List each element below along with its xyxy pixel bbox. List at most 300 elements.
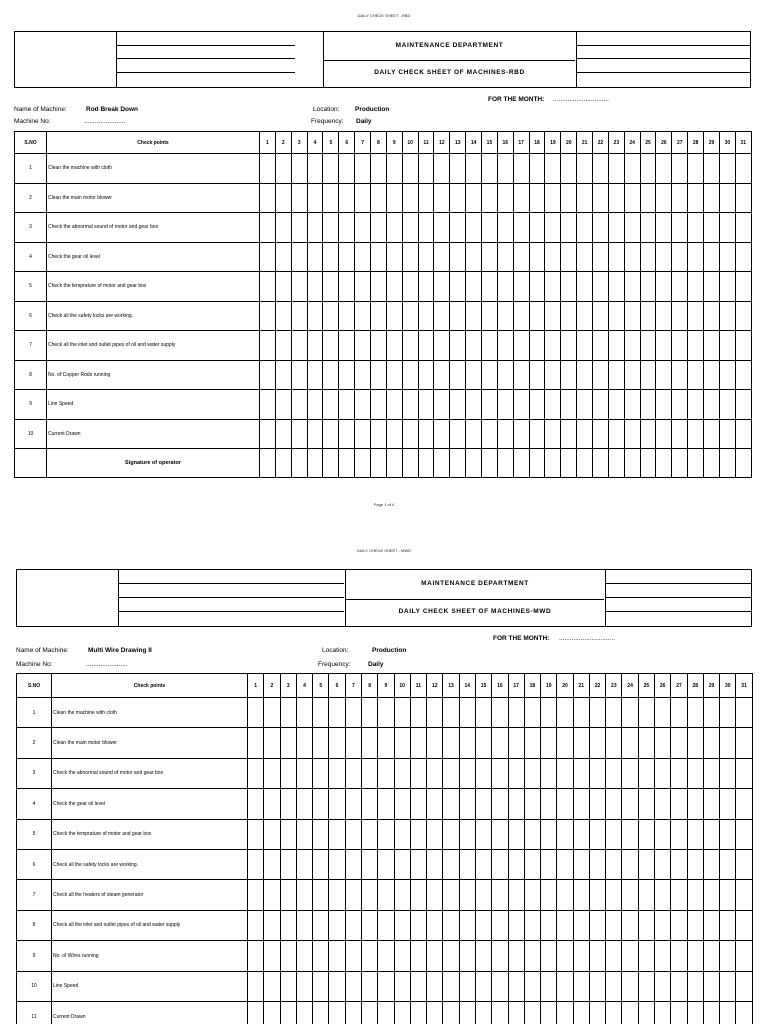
day-cell[interactable]	[719, 419, 735, 449]
day-cell[interactable]	[640, 390, 656, 420]
day-cell[interactable]	[450, 213, 466, 243]
day-cell[interactable]	[345, 910, 361, 940]
day-cell[interactable]	[355, 419, 371, 449]
day-cell[interactable]	[280, 789, 296, 819]
day-cell[interactable]	[545, 390, 561, 420]
day-cell[interactable]	[513, 390, 529, 420]
day-cell[interactable]	[608, 419, 624, 449]
day-cell[interactable]	[386, 272, 402, 302]
day-cell[interactable]	[704, 154, 720, 184]
day-cell[interactable]	[418, 183, 434, 213]
day-cell[interactable]	[410, 971, 426, 1001]
day-cell[interactable]	[638, 880, 654, 910]
day-cell[interactable]	[361, 698, 377, 728]
day-cell[interactable]	[482, 390, 498, 420]
day-cell[interactable]	[573, 941, 589, 971]
day-cell[interactable]	[513, 301, 529, 331]
day-cell[interactable]	[291, 242, 307, 272]
signature-cell[interactable]	[561, 449, 577, 478]
day-cell[interactable]	[524, 880, 540, 910]
day-cell[interactable]	[687, 971, 703, 1001]
day-cell[interactable]	[593, 390, 609, 420]
day-cell[interactable]	[355, 154, 371, 184]
day-cell[interactable]	[656, 419, 672, 449]
day-cell[interactable]	[361, 941, 377, 971]
day-cell[interactable]	[638, 819, 654, 849]
day-cell[interactable]	[719, 301, 735, 331]
day-cell[interactable]	[687, 941, 703, 971]
day-cell[interactable]	[497, 419, 513, 449]
day-cell[interactable]	[736, 880, 752, 910]
day-cell[interactable]	[638, 728, 654, 758]
day-cell[interactable]	[418, 213, 434, 243]
day-cell[interactable]	[508, 880, 524, 910]
day-cell[interactable]	[703, 910, 719, 940]
day-cell[interactable]	[260, 272, 276, 302]
day-cell[interactable]	[736, 728, 752, 758]
day-cell[interactable]	[508, 849, 524, 879]
day-cell[interactable]	[557, 698, 573, 728]
day-cell[interactable]	[589, 971, 605, 1001]
day-cell[interactable]	[545, 360, 561, 390]
day-cell[interactable]	[482, 360, 498, 390]
day-cell[interactable]	[561, 419, 577, 449]
day-cell[interactable]	[339, 390, 355, 420]
day-cell[interactable]	[608, 242, 624, 272]
day-cell[interactable]	[329, 849, 345, 879]
day-cell[interactable]	[296, 698, 312, 728]
day-cell[interactable]	[561, 213, 577, 243]
day-cell[interactable]	[703, 941, 719, 971]
day-cell[interactable]	[573, 849, 589, 879]
day-cell[interactable]	[459, 819, 475, 849]
day-cell[interactable]	[638, 698, 654, 728]
signature-cell[interactable]	[704, 449, 720, 478]
day-cell[interactable]	[345, 1001, 361, 1024]
day-cell[interactable]	[655, 910, 671, 940]
day-cell[interactable]	[402, 242, 418, 272]
day-cell[interactable]	[688, 331, 704, 361]
day-cell[interactable]	[687, 880, 703, 910]
day-cell[interactable]	[378, 880, 394, 910]
day-cell[interactable]	[313, 1001, 329, 1024]
day-cell[interactable]	[329, 789, 345, 819]
day-cell[interactable]	[307, 331, 323, 361]
day-cell[interactable]	[329, 728, 345, 758]
day-cell[interactable]	[492, 880, 508, 910]
day-cell[interactable]	[418, 360, 434, 390]
day-cell[interactable]	[450, 183, 466, 213]
day-cell[interactable]	[434, 360, 450, 390]
day-cell[interactable]	[622, 789, 638, 819]
day-cell[interactable]	[296, 971, 312, 1001]
day-cell[interactable]	[671, 819, 687, 849]
day-cell[interactable]	[323, 213, 339, 243]
day-cell[interactable]	[313, 849, 329, 879]
day-cell[interactable]	[589, 910, 605, 940]
day-cell[interactable]	[608, 272, 624, 302]
day-cell[interactable]	[655, 880, 671, 910]
day-cell[interactable]	[313, 910, 329, 940]
day-cell[interactable]	[427, 698, 443, 728]
day-cell[interactable]	[529, 390, 545, 420]
signature-cell[interactable]	[672, 449, 688, 478]
day-cell[interactable]	[402, 272, 418, 302]
day-cell[interactable]	[296, 849, 312, 879]
day-cell[interactable]	[529, 360, 545, 390]
day-cell[interactable]	[402, 360, 418, 390]
day-cell[interactable]	[671, 880, 687, 910]
day-cell[interactable]	[313, 941, 329, 971]
day-cell[interactable]	[541, 728, 557, 758]
day-cell[interactable]	[355, 183, 371, 213]
day-cell[interactable]	[264, 971, 280, 1001]
day-cell[interactable]	[720, 849, 736, 879]
day-cell[interactable]	[736, 971, 752, 1001]
day-cell[interactable]	[608, 154, 624, 184]
day-cell[interactable]	[280, 971, 296, 1001]
day-cell[interactable]	[704, 242, 720, 272]
day-cell[interactable]	[248, 728, 264, 758]
day-cell[interactable]	[434, 272, 450, 302]
day-cell[interactable]	[577, 331, 593, 361]
day-cell[interactable]	[459, 728, 475, 758]
day-cell[interactable]	[589, 1001, 605, 1024]
day-cell[interactable]	[361, 910, 377, 940]
day-cell[interactable]	[687, 758, 703, 788]
day-cell[interactable]	[524, 1001, 540, 1024]
day-cell[interactable]	[687, 849, 703, 879]
day-cell[interactable]	[561, 360, 577, 390]
day-cell[interactable]	[386, 154, 402, 184]
day-cell[interactable]	[672, 360, 688, 390]
signature-cell[interactable]	[260, 449, 276, 478]
day-cell[interactable]	[264, 1001, 280, 1024]
day-cell[interactable]	[427, 819, 443, 849]
day-cell[interactable]	[735, 242, 751, 272]
day-cell[interactable]	[497, 272, 513, 302]
day-cell[interactable]	[378, 1001, 394, 1024]
day-cell[interactable]	[307, 360, 323, 390]
day-cell[interactable]	[410, 941, 426, 971]
day-cell[interactable]	[557, 880, 573, 910]
signature-cell[interactable]	[307, 449, 323, 478]
day-cell[interactable]	[361, 1001, 377, 1024]
day-cell[interactable]	[329, 758, 345, 788]
day-cell[interactable]	[736, 698, 752, 728]
day-cell[interactable]	[466, 301, 482, 331]
day-cell[interactable]	[656, 242, 672, 272]
day-cell[interactable]	[329, 971, 345, 1001]
day-cell[interactable]	[355, 360, 371, 390]
signature-cell[interactable]	[450, 449, 466, 478]
day-cell[interactable]	[638, 971, 654, 1001]
day-cell[interactable]	[719, 213, 735, 243]
day-cell[interactable]	[671, 1001, 687, 1024]
day-cell[interactable]	[719, 154, 735, 184]
day-cell[interactable]	[248, 698, 264, 728]
day-cell[interactable]	[589, 698, 605, 728]
day-cell[interactable]	[443, 971, 459, 1001]
day-cell[interactable]	[427, 910, 443, 940]
day-cell[interactable]	[640, 331, 656, 361]
day-cell[interactable]	[508, 819, 524, 849]
day-cell[interactable]	[443, 819, 459, 849]
day-cell[interactable]	[329, 819, 345, 849]
day-cell[interactable]	[345, 819, 361, 849]
day-cell[interactable]	[656, 360, 672, 390]
day-cell[interactable]	[589, 880, 605, 910]
day-cell[interactable]	[323, 331, 339, 361]
day-cell[interactable]	[687, 728, 703, 758]
day-cell[interactable]	[577, 419, 593, 449]
day-cell[interactable]	[361, 880, 377, 910]
day-cell[interactable]	[492, 819, 508, 849]
day-cell[interactable]	[313, 698, 329, 728]
day-cell[interactable]	[307, 272, 323, 302]
day-cell[interactable]	[624, 272, 640, 302]
day-cell[interactable]	[371, 419, 387, 449]
day-cell[interactable]	[280, 910, 296, 940]
day-cell[interactable]	[655, 698, 671, 728]
day-cell[interactable]	[656, 213, 672, 243]
day-cell[interactable]	[280, 728, 296, 758]
day-cell[interactable]	[260, 360, 276, 390]
day-cell[interactable]	[275, 419, 291, 449]
day-cell[interactable]	[577, 272, 593, 302]
day-cell[interactable]	[687, 819, 703, 849]
day-cell[interactable]	[497, 183, 513, 213]
day-cell[interactable]	[361, 819, 377, 849]
day-cell[interactable]	[459, 941, 475, 971]
day-cell[interactable]	[655, 789, 671, 819]
day-cell[interactable]	[688, 301, 704, 331]
day-cell[interactable]	[323, 183, 339, 213]
day-cell[interactable]	[323, 419, 339, 449]
day-cell[interactable]	[573, 880, 589, 910]
day-cell[interactable]	[573, 789, 589, 819]
signature-cell[interactable]	[624, 449, 640, 478]
day-cell[interactable]	[561, 242, 577, 272]
day-cell[interactable]	[704, 301, 720, 331]
day-cell[interactable]	[593, 154, 609, 184]
day-cell[interactable]	[492, 728, 508, 758]
day-cell[interactable]	[313, 971, 329, 1001]
day-cell[interactable]	[704, 213, 720, 243]
day-cell[interactable]	[475, 819, 491, 849]
day-cell[interactable]	[450, 390, 466, 420]
day-cell[interactable]	[307, 419, 323, 449]
day-cell[interactable]	[736, 849, 752, 879]
day-cell[interactable]	[443, 789, 459, 819]
day-cell[interactable]	[427, 728, 443, 758]
day-cell[interactable]	[541, 880, 557, 910]
day-cell[interactable]	[264, 910, 280, 940]
day-cell[interactable]	[323, 154, 339, 184]
signature-cell[interactable]	[339, 449, 355, 478]
day-cell[interactable]	[608, 183, 624, 213]
day-cell[interactable]	[450, 360, 466, 390]
day-cell[interactable]	[386, 183, 402, 213]
day-cell[interactable]	[719, 272, 735, 302]
day-cell[interactable]	[427, 971, 443, 1001]
day-cell[interactable]	[557, 728, 573, 758]
day-cell[interactable]	[671, 941, 687, 971]
day-cell[interactable]	[291, 213, 307, 243]
day-cell[interactable]	[655, 758, 671, 788]
day-cell[interactable]	[497, 154, 513, 184]
day-cell[interactable]	[459, 789, 475, 819]
day-cell[interactable]	[589, 819, 605, 849]
day-cell[interactable]	[638, 758, 654, 788]
day-cell[interactable]	[640, 272, 656, 302]
day-cell[interactable]	[561, 301, 577, 331]
day-cell[interactable]	[475, 698, 491, 728]
day-cell[interactable]	[466, 331, 482, 361]
day-cell[interactable]	[656, 154, 672, 184]
day-cell[interactable]	[345, 698, 361, 728]
day-cell[interactable]	[720, 941, 736, 971]
signature-cell[interactable]	[418, 449, 434, 478]
day-cell[interactable]	[418, 301, 434, 331]
day-cell[interactable]	[688, 154, 704, 184]
day-cell[interactable]	[577, 390, 593, 420]
day-cell[interactable]	[313, 819, 329, 849]
day-cell[interactable]	[402, 301, 418, 331]
day-cell[interactable]	[671, 698, 687, 728]
day-cell[interactable]	[275, 331, 291, 361]
day-cell[interactable]	[508, 910, 524, 940]
day-cell[interactable]	[329, 1001, 345, 1024]
day-cell[interactable]	[280, 941, 296, 971]
day-cell[interactable]	[345, 789, 361, 819]
day-cell[interactable]	[323, 360, 339, 390]
day-cell[interactable]	[313, 728, 329, 758]
day-cell[interactable]	[427, 849, 443, 879]
month-field[interactable]: ...............................	[553, 96, 609, 103]
day-cell[interactable]	[410, 728, 426, 758]
day-cell[interactable]	[529, 272, 545, 302]
day-cell[interactable]	[561, 183, 577, 213]
day-cell[interactable]	[688, 360, 704, 390]
day-cell[interactable]	[248, 941, 264, 971]
day-cell[interactable]	[264, 819, 280, 849]
day-cell[interactable]	[735, 419, 751, 449]
day-cell[interactable]	[688, 272, 704, 302]
day-cell[interactable]	[622, 758, 638, 788]
day-cell[interactable]	[275, 272, 291, 302]
day-cell[interactable]	[704, 419, 720, 449]
day-cell[interactable]	[260, 390, 276, 420]
signature-cell[interactable]	[735, 449, 751, 478]
day-cell[interactable]	[339, 360, 355, 390]
day-cell[interactable]	[508, 1001, 524, 1024]
day-cell[interactable]	[355, 242, 371, 272]
day-cell[interactable]	[492, 941, 508, 971]
day-cell[interactable]	[475, 941, 491, 971]
day-cell[interactable]	[371, 183, 387, 213]
day-cell[interactable]	[482, 272, 498, 302]
day-cell[interactable]	[329, 941, 345, 971]
day-cell[interactable]	[622, 728, 638, 758]
day-cell[interactable]	[345, 971, 361, 1001]
day-cell[interactable]	[541, 758, 557, 788]
day-cell[interactable]	[640, 419, 656, 449]
day-cell[interactable]	[606, 971, 622, 1001]
day-cell[interactable]	[482, 419, 498, 449]
day-cell[interactable]	[339, 331, 355, 361]
day-cell[interactable]	[410, 1001, 426, 1024]
day-cell[interactable]	[508, 941, 524, 971]
day-cell[interactable]	[704, 272, 720, 302]
day-cell[interactable]	[638, 849, 654, 879]
day-cell[interactable]	[371, 242, 387, 272]
day-cell[interactable]	[736, 789, 752, 819]
day-cell[interactable]	[589, 849, 605, 879]
day-cell[interactable]	[735, 272, 751, 302]
day-cell[interactable]	[434, 154, 450, 184]
day-cell[interactable]	[736, 910, 752, 940]
signature-cell[interactable]	[593, 449, 609, 478]
day-cell[interactable]	[378, 758, 394, 788]
day-cell[interactable]	[434, 183, 450, 213]
day-cell[interactable]	[529, 242, 545, 272]
day-cell[interactable]	[513, 183, 529, 213]
day-cell[interactable]	[339, 213, 355, 243]
signature-cell[interactable]	[656, 449, 672, 478]
day-cell[interactable]	[427, 758, 443, 788]
day-cell[interactable]	[264, 758, 280, 788]
day-cell[interactable]	[260, 183, 276, 213]
day-cell[interactable]	[482, 331, 498, 361]
signature-cell[interactable]	[291, 449, 307, 478]
day-cell[interactable]	[394, 971, 410, 1001]
day-cell[interactable]	[703, 758, 719, 788]
day-cell[interactable]	[371, 154, 387, 184]
signature-cell[interactable]	[371, 449, 387, 478]
day-cell[interactable]	[557, 849, 573, 879]
day-cell[interactable]	[450, 419, 466, 449]
day-cell[interactable]	[355, 213, 371, 243]
day-cell[interactable]	[248, 789, 264, 819]
day-cell[interactable]	[492, 1001, 508, 1024]
day-cell[interactable]	[497, 242, 513, 272]
day-cell[interactable]	[703, 1001, 719, 1024]
day-cell[interactable]	[541, 849, 557, 879]
day-cell[interactable]	[394, 819, 410, 849]
day-cell[interactable]	[466, 213, 482, 243]
day-cell[interactable]	[513, 242, 529, 272]
day-cell[interactable]	[260, 213, 276, 243]
day-cell[interactable]	[513, 331, 529, 361]
day-cell[interactable]	[624, 360, 640, 390]
day-cell[interactable]	[492, 910, 508, 940]
day-cell[interactable]	[264, 789, 280, 819]
day-cell[interactable]	[671, 971, 687, 1001]
day-cell[interactable]	[671, 728, 687, 758]
day-cell[interactable]	[323, 242, 339, 272]
day-cell[interactable]	[466, 242, 482, 272]
day-cell[interactable]	[475, 758, 491, 788]
day-cell[interactable]	[427, 941, 443, 971]
day-cell[interactable]	[275, 390, 291, 420]
day-cell[interactable]	[260, 242, 276, 272]
day-cell[interactable]	[672, 419, 688, 449]
day-cell[interactable]	[459, 910, 475, 940]
signature-cell[interactable]	[688, 449, 704, 478]
day-cell[interactable]	[386, 419, 402, 449]
day-cell[interactable]	[466, 183, 482, 213]
